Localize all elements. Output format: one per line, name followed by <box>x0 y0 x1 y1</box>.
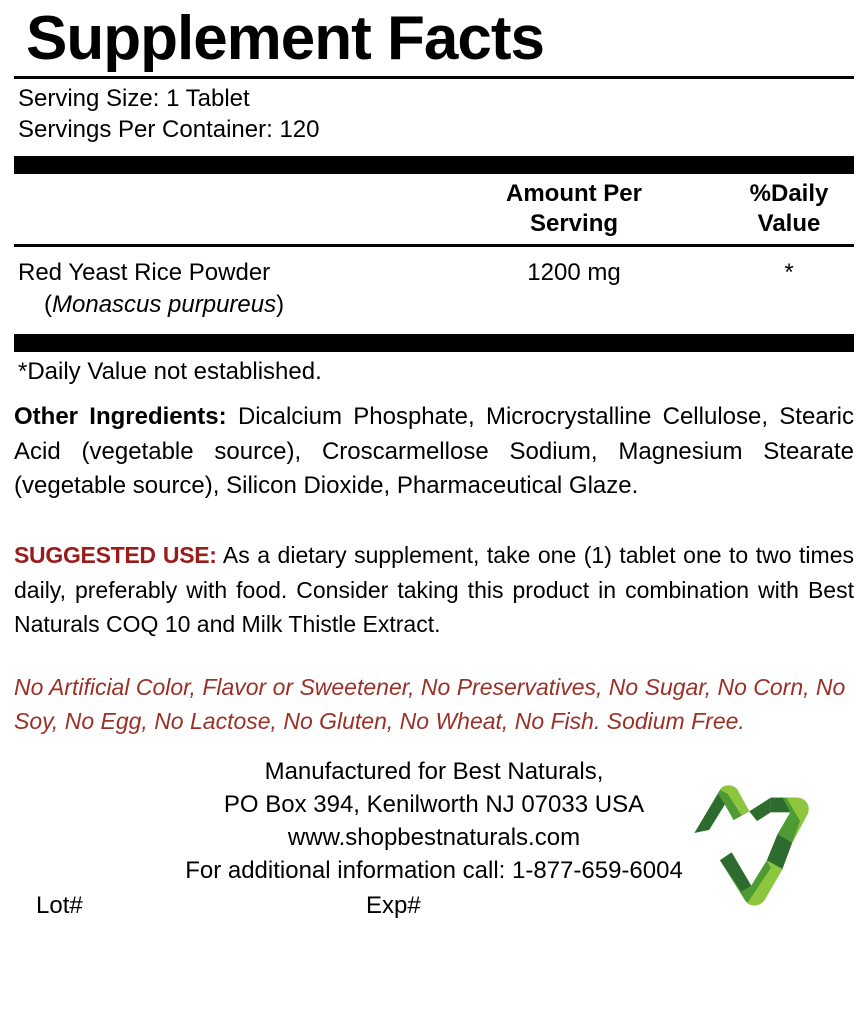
divider-thick-upper <box>14 156 854 174</box>
other-ingredients-text: Dicalcium Phosphate, Microcrystalline Cellulose, Stearic Acid (vegetable source), Croscarmellose Sodium, Magnesium Stearate (vegetable source), Silicon Dioxide, Pharmaceutical Glaze. <box>14 402 854 500</box>
free-of-claims: No Artificial Color, Flavor or Sweetener, No Preservatives, No Sugar, No Corn, No Soy, No Egg, No Lactose, No Gluten, No Wheat, No Fish. Sodium Free. <box>14 673 846 735</box>
lot-number-field: Lot# <box>36 892 83 920</box>
ingredient-daily-value: * <box>784 259 794 287</box>
recycle-icon <box>676 782 844 914</box>
manufacturer-name: Manufactured for Best Naturals, <box>264 757 604 785</box>
suggested-use-text: As a dietary supplement, take one (1) tablet one to two times daily, preferably with food. Consider taking this product in combination with Best Naturals COQ 10 and Milk Thistle Extract. <box>14 542 854 638</box>
supplement-facts-label <box>0 4 868 1032</box>
table-row <box>14 247 854 327</box>
serving-info <box>14 79 854 150</box>
suggested-use-label: SUGGESTED USE: <box>14 542 217 569</box>
website-url[interactable]: www.shopbestnaturals.com <box>287 823 581 851</box>
column-header-amount: Amount Per Serving <box>505 180 642 238</box>
other-ingredients-label: Other Ingredients: <box>14 402 227 430</box>
ingredient-amount: 1200 mg <box>527 259 621 287</box>
serving-size: Serving Size: 1 Tablet <box>18 85 250 112</box>
suggested-use <box>14 538 854 642</box>
column-header-daily-value: %Daily Value <box>749 180 829 238</box>
contact-phone: For additional information call: 1-877-659-6004 <box>185 856 683 884</box>
other-ingredients <box>14 400 854 504</box>
daily-value-footnote: *Daily Value not established. <box>18 357 322 385</box>
page-title: Supplement Facts <box>26 4 544 73</box>
facts-table-header <box>14 174 854 244</box>
ingredient-latin-name: (Monascus purpureus) <box>44 290 285 318</box>
expiry-field: Exp# <box>366 892 421 920</box>
ingredient-name: Red Yeast Rice Powder (Monascus purpureus) <box>14 257 424 319</box>
servings-per-container: Servings Per Container: 120 <box>18 116 320 144</box>
divider-thick-lower <box>14 334 854 352</box>
manufacturer-address: PO Box 394, Kenilworth NJ 07033 USA <box>223 790 645 818</box>
manufacturer-footer <box>14 755 854 923</box>
